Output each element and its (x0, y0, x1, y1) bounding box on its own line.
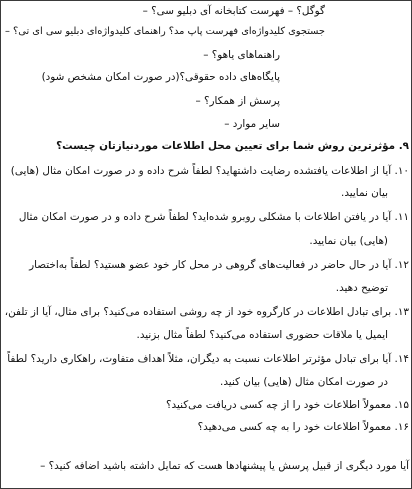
question-text-continued: (هایی) بیان نمایید. (309, 235, 388, 247)
question-9 (56, 138, 409, 154)
closing-question (36, 458, 409, 474)
question-10-cont (341, 185, 388, 201)
question-number: ۱۲. (394, 259, 409, 271)
question-text: آیا برای تبادل مؤثرتر اطلاعات نسبت به دیگران، مثلاً اهداف متفاوت، راهکاری دارید؟ لطفاً (7, 353, 392, 365)
question-10 (11, 163, 409, 179)
question-text-continued: توضیح دهید. (335, 282, 388, 294)
option-google-iwc (143, 3, 325, 19)
question-15 (166, 397, 409, 413)
question-14-cont (220, 374, 388, 390)
question-text: معمولاً اطلاعات خود را از چه کسی دریافت می‌کنید؟ (166, 399, 392, 411)
question-number: ۱۱. (394, 211, 409, 223)
question-13-cont (137, 327, 388, 343)
question-text: آیا از اطلاعات یافتشده رضایت داشتهاید؟ لطفاً شرح داده و در صورت امکان مثال (هایی) (10, 165, 392, 177)
option-text: گوگل؟ – فهرست کتابخانه آی دبلیو سی؟ – (142, 5, 325, 17)
question-number: ۱۳. (394, 306, 409, 318)
closing-text: آیا مورد دیگری از قبیل پرسش یا پیشنهادها هست که تمایل داشته باشید اضافه کنید؟ (48, 460, 409, 472)
question-text-continued: در صورت امکان مثال (هایی) بیان کنید. (220, 376, 388, 388)
option-text: سایر موارد – (224, 118, 280, 130)
question-16 (198, 419, 409, 435)
question-text-continued: بیان نمایید. (341, 187, 388, 199)
question-12 (29, 257, 409, 273)
question-13 (5, 304, 409, 320)
question-text-continued: ایمیل یا ملاقات حضوری استفاده می‌کنید؟ لطفاً مثال بزنید. (136, 329, 388, 341)
question-number: ۱۶. (394, 421, 409, 433)
option-other (224, 116, 280, 132)
question-number: ۱۴. (394, 353, 409, 365)
question-number: ۱۵. (394, 399, 409, 411)
question-11 (19, 209, 409, 225)
option-keyword-search (5, 24, 325, 40)
option-text: ؟ راهنمای کلیدواژه‌ای دبلیو سی ای تی؟ – (5, 26, 175, 37)
question-number: ۱۰. (394, 165, 409, 177)
closing-dash: – (40, 460, 46, 472)
question-number: ۹. (398, 140, 409, 152)
question-text: آیا در یافتن اطلاعات با مشکلی روبرو شده‌اید؟ لطفاً شرح داده و در صورت امکان مثال (18, 211, 392, 223)
option-ask-colleague (195, 93, 280, 109)
question-14 (7, 351, 409, 367)
question-text: مؤثرترین روش شما برای تعیین محل اطلاعات موردنیازتان چیست؟ (56, 140, 396, 152)
option-text: جستجوی کلیدواژه‌ای فهرست پاپ مد (174, 26, 325, 37)
option-yahoo (203, 47, 280, 63)
option-legal-databases (42, 69, 280, 85)
option-text: راهنماهای یاهو؟ – (203, 49, 280, 61)
option-text: پرسش از همکار؟ – (195, 95, 280, 107)
question-text: برای تبادل اطلاعات در کارگروه خود از چه روشی استفاده می‌کنید؟ برای مثال، آیا از تلفن، (4, 306, 392, 318)
question-text: معمولاً اطلاعات خود را به چه کسی می‌دهید؟ (197, 421, 392, 433)
question-text: آیا در حال حاضر در فعالیت‌های گروهی در محل کار خود عضو هستید؟ لطفاً به‌اختصار (29, 259, 392, 271)
question-12-cont (336, 280, 388, 296)
question-11-cont (309, 233, 388, 249)
option-text: پایگاه‌های داده حقوقی؟(در صورت امکان مشخص شود) (41, 71, 280, 83)
